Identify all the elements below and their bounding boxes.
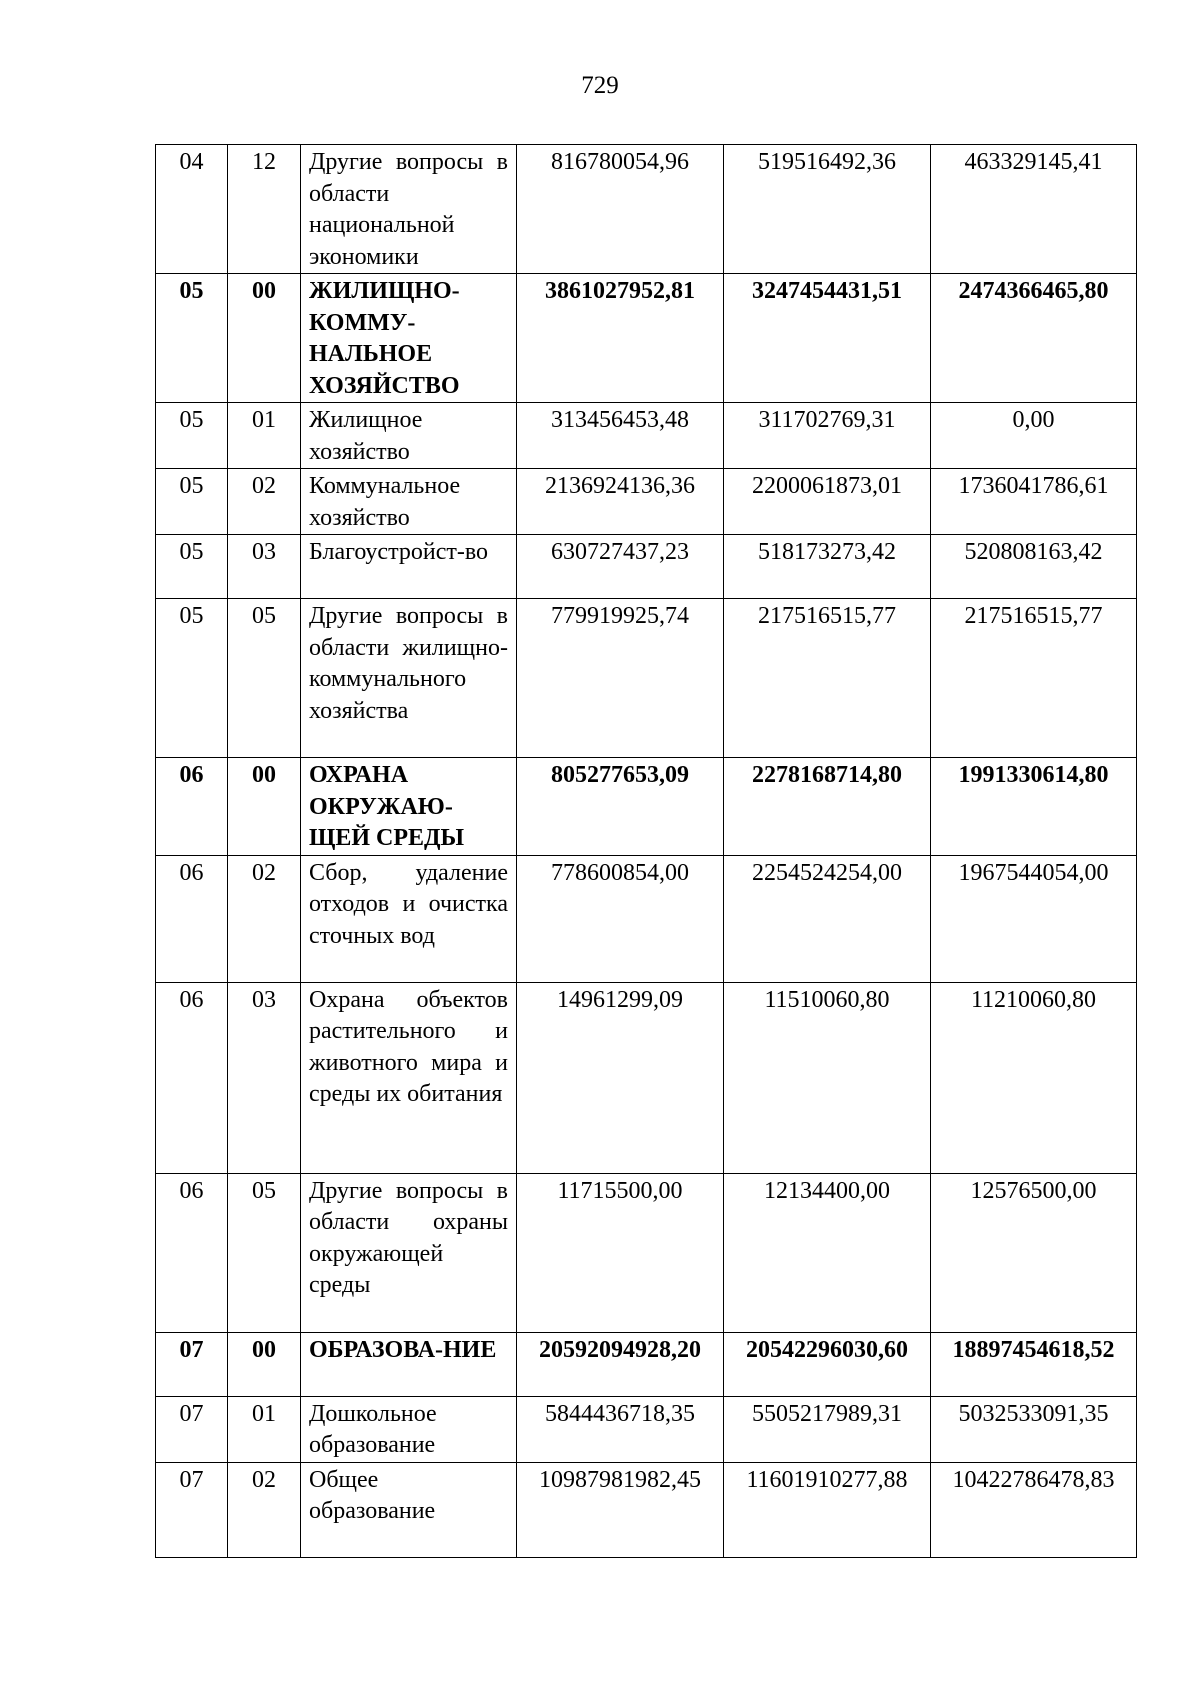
item-name: Другие вопросы в области охраны окружающей среды — [301, 1173, 517, 1332]
amount-1: 10987981982,45 — [517, 1462, 724, 1557]
subsection-code: 01 — [228, 1396, 301, 1462]
subsection-code: 00 — [228, 758, 301, 856]
item-name: ЖИЛИЩНО-КОММУ-НАЛЬНОЕ ХОЗЯЙСТВО — [301, 274, 517, 403]
amount-2: 217516515,77 — [724, 599, 931, 758]
amount-2: 5505217989,31 — [724, 1396, 931, 1462]
amount-2: 20542296030,60 — [724, 1332, 931, 1396]
table-row — [156, 1462, 1137, 1557]
amount-1: 11715500,00 — [517, 1173, 724, 1332]
amount-2: 2254524254,00 — [724, 855, 931, 982]
item-name: Жилищное хозяйство — [301, 403, 517, 469]
amount-3: 217516515,77 — [931, 599, 1137, 758]
table-row — [156, 855, 1137, 982]
item-name: Другие вопросы в области жилищно-коммунального хозяйства — [301, 599, 517, 758]
amount-3: 1736041786,61 — [931, 469, 1137, 535]
amount-3: 18897454618,52 — [931, 1332, 1137, 1396]
section-code: 07 — [156, 1332, 228, 1396]
amount-1: 630727437,23 — [517, 535, 724, 599]
amount-3: 10422786478,83 — [931, 1462, 1137, 1557]
amount-3: 5032533091,35 — [931, 1396, 1137, 1462]
amount-3: 2474366465,80 — [931, 274, 1137, 403]
subsection-code: 00 — [228, 1332, 301, 1396]
item-name: Сбор, удаление отходов и очистка сточных вод — [301, 855, 517, 982]
amount-2: 2200061873,01 — [724, 469, 931, 535]
amount-1: 3861027952,81 — [517, 274, 724, 403]
subsection-code: 00 — [228, 274, 301, 403]
item-name: Охрана объектов растительного и животного мира и среды их обитания — [301, 982, 517, 1173]
amount-3: 1991330614,80 — [931, 758, 1137, 856]
section-code: 06 — [156, 982, 228, 1173]
subsection-code: 03 — [228, 982, 301, 1173]
subsection-code: 02 — [228, 469, 301, 535]
amount-1: 2136924136,36 — [517, 469, 724, 535]
table-row — [156, 535, 1137, 599]
amount-2: 11510060,80 — [724, 982, 931, 1173]
amount-1: 805277653,09 — [517, 758, 724, 856]
table-row — [156, 758, 1137, 856]
section-code: 06 — [156, 1173, 228, 1332]
amount-3: 11210060,80 — [931, 982, 1137, 1173]
page-number: 729 — [581, 72, 619, 99]
section-code: 06 — [156, 758, 228, 856]
amount-2: 3247454431,51 — [724, 274, 931, 403]
section-code: 04 — [156, 145, 228, 274]
section-code: 07 — [156, 1396, 228, 1462]
subsection-code: 02 — [228, 1462, 301, 1557]
item-name: Коммунальное хозяйство — [301, 469, 517, 535]
amount-3: 1967544054,00 — [931, 855, 1137, 982]
subsection-code: 12 — [228, 145, 301, 274]
amount-1: 816780054,96 — [517, 145, 724, 274]
amount-2: 311702769,31 — [724, 403, 931, 469]
amount-2: 2278168714,80 — [724, 758, 931, 856]
item-name: ОХРАНА ОКРУЖАЮ-ЩЕЙ СРЕДЫ — [301, 758, 517, 856]
amount-2: 12134400,00 — [724, 1173, 931, 1332]
amount-2: 518173273,42 — [724, 535, 931, 599]
amount-3: 12576500,00 — [931, 1173, 1137, 1332]
amount-1: 14961299,09 — [517, 982, 724, 1173]
section-code: 05 — [156, 274, 228, 403]
section-code: 05 — [156, 403, 228, 469]
subsection-code: 05 — [228, 1173, 301, 1332]
table-row — [156, 1396, 1137, 1462]
amount-1: 779919925,74 — [517, 599, 724, 758]
item-name: Другие вопросы в области национальной экономики — [301, 145, 517, 274]
table-row — [156, 274, 1137, 403]
amount-3: 0,00 — [931, 403, 1137, 469]
table-row — [156, 1332, 1137, 1396]
table-row — [156, 1173, 1137, 1332]
amount-2: 519516492,36 — [724, 145, 931, 274]
amount-2: 11601910277,88 — [724, 1462, 931, 1557]
table-row — [156, 145, 1137, 274]
item-name: ОБРАЗОВА-НИЕ — [301, 1332, 517, 1396]
section-code: 06 — [156, 855, 228, 982]
section-code: 05 — [156, 469, 228, 535]
item-name: Благоустройст-во — [301, 535, 517, 599]
subsection-code: 01 — [228, 403, 301, 469]
amount-1: 313456453,48 — [517, 403, 724, 469]
section-code: 07 — [156, 1462, 228, 1557]
table-row — [156, 469, 1137, 535]
section-code: 05 — [156, 535, 228, 599]
table-row — [156, 599, 1137, 758]
subsection-code: 05 — [228, 599, 301, 758]
subsection-code: 02 — [228, 855, 301, 982]
amount-1: 778600854,00 — [517, 855, 724, 982]
subsection-code: 03 — [228, 535, 301, 599]
amount-1: 5844436718,35 — [517, 1396, 724, 1462]
item-name: Дошкольное образование — [301, 1396, 517, 1462]
budget-table — [155, 144, 1137, 1558]
item-name: Общее образование — [301, 1462, 517, 1557]
amount-3: 520808163,42 — [931, 535, 1137, 599]
section-code: 05 — [156, 599, 228, 758]
table-row — [156, 403, 1137, 469]
amount-3: 463329145,41 — [931, 145, 1137, 274]
amount-1: 20592094928,20 — [517, 1332, 724, 1396]
table-row — [156, 982, 1137, 1173]
